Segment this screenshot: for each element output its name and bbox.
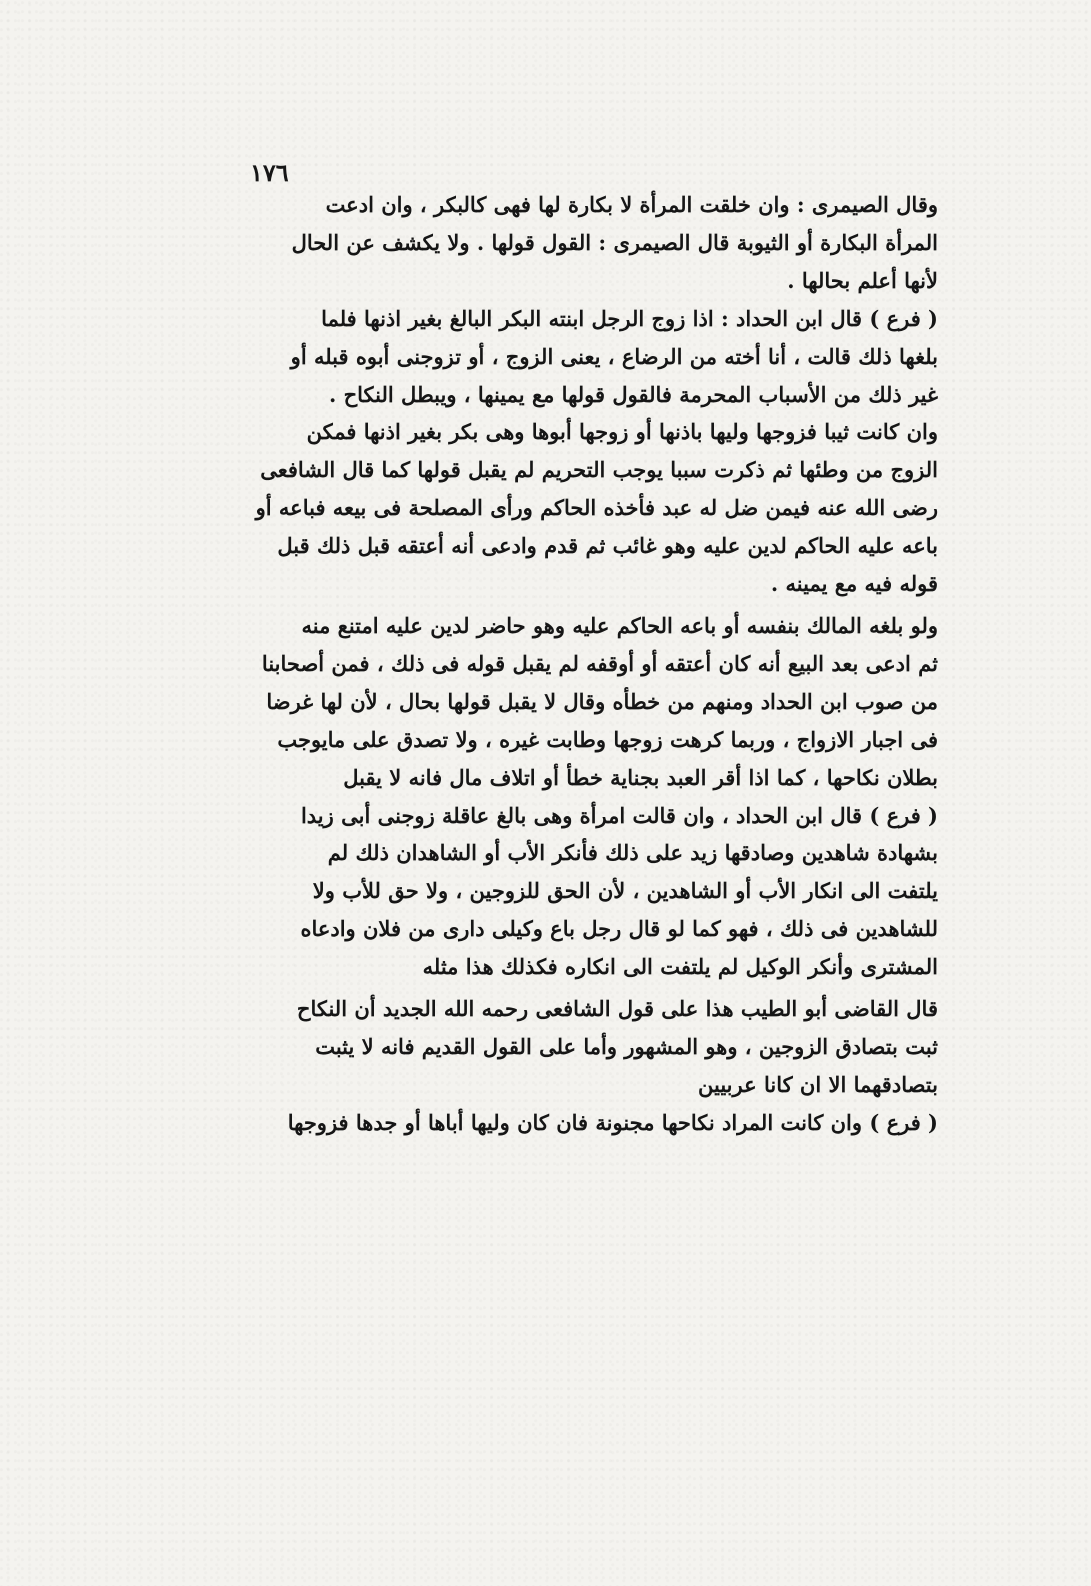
text-line: يلتفت الى انكار الأب أو الشاهدين ، لأن الحق للزوجين ، ولا حق للأب ولا (312, 878, 938, 904)
text-line: المشترى وأنكر الوكيل لم يلتفت الى انكاره فكذلك هذا مثله (422, 954, 938, 980)
text-line: وقال الصيمرى : وان خلقت المرأة لا بكارة لها فهى كالبكر ، وان ادعت (325, 192, 938, 217)
text-line: بتصادقهما الا ان كانا عربيين (698, 1071, 938, 1097)
text-line: ( فرع ) وان كانت المراد نكاحها مجنونة فان كان وليها أباها أو جدها فزوجها (287, 1109, 938, 1135)
paragraph-2 (216, 300, 938, 603)
page-number: ١٧٦ (250, 158, 289, 187)
text-line: ثبت بتصادق الزوجين ، وهو المشهور وأما على القول القديم فانه لا يثبت (315, 1033, 938, 1059)
text-line: وان كانت ثيبا فزوجها وليها باذنها أو زوجها أبوها وهى بكر بغير اذنها فمكن (306, 419, 938, 445)
paragraph-3 (216, 607, 938, 797)
text-line: ثم ادعى بعد البيع أنه كان أعتقه أو أوقفه لم يقبل قوله فى ذلك ، فمن أصحابنا (261, 650, 938, 676)
paragraph-6 (216, 1104, 938, 1142)
text-line: لأنها أعلم بحالها . (787, 267, 938, 293)
text-line: رضى الله عنه فيمن ضل له عبد فأخذه الحاكم ورأى المصلحة فى بيعه فباعه أو (255, 495, 938, 521)
text-line: الزوج من وطئها ثم ذكرت سببا يوجب التحريم لم يقبل قولها كما قال الشافعى (260, 457, 938, 483)
text-line: للشاهدين فى ذلك ، فهو كما لو قال رجل باع وكيلى دارى من فلان وادعاه (300, 916, 938, 942)
text-line: قال القاضى أبو الطيب هذا على قول الشافعى رحمه الله الجديد أن النكاح (296, 996, 938, 1022)
text-line: من صوب ابن الحداد ومنهم من خطأه وقال لا يقبل قولها بحال ، لأن لها غرضا (266, 688, 938, 714)
paragraph-4 (216, 797, 938, 987)
text-line: باعه عليه الحاكم لدين عليه وهو غائب ثم قدم وادعى أنه أعتقه قبل ذلك قبل (277, 533, 938, 559)
text-line: بشهادة شاهدين وصادقها زيد على ذلك فأنكر الأب أو الشاهدان ذلك لم (327, 840, 938, 866)
text-line: ولو بلغه المالك بنفسه أو باعه الحاكم عليه وهو حاضر لدين عليه امتنع منه (301, 612, 938, 638)
text-line: بلغها ذلك قالت ، أنا أخته من الرضاع ، يعنى الزوج ، أو تزوجنى أبوه قبله أو (290, 343, 938, 369)
paragraph-1 (216, 186, 938, 300)
main-text (216, 186, 938, 1142)
text-line: فى اجبار الازواج ، وربما كرهت زوجها وطابت غيره ، ولا تصدق على مايوجب (277, 726, 938, 752)
text-line: قوله فيه مع يمينه . (770, 571, 938, 597)
text-line: بطلان نكاحها ، كما اذا أقر العبد بجناية خطأ أو اتلاف مال فانه لا يقبل (343, 764, 938, 790)
text-line: غير ذلك من الأسباب المحرمة فالقول قولها مع يمينها ، ويبطل النكاح . (328, 381, 938, 407)
paragraph-5 (216, 990, 938, 1104)
text-line: المرأة البكارة أو الثيوبة قال الصيمرى : القول قولها . ولا يكشف عن الحال (291, 229, 938, 255)
text-line: ( فرع ) قال ابن الحداد : اذا زوج الرجل ابنته البكر البالغ بغير اذنها فلما (321, 305, 938, 331)
text-line: ( فرع ) قال ابن الحداد ، وان قالت امرأة وهى بالغ عاقلة زوجنى أبى زيدا (300, 802, 938, 828)
